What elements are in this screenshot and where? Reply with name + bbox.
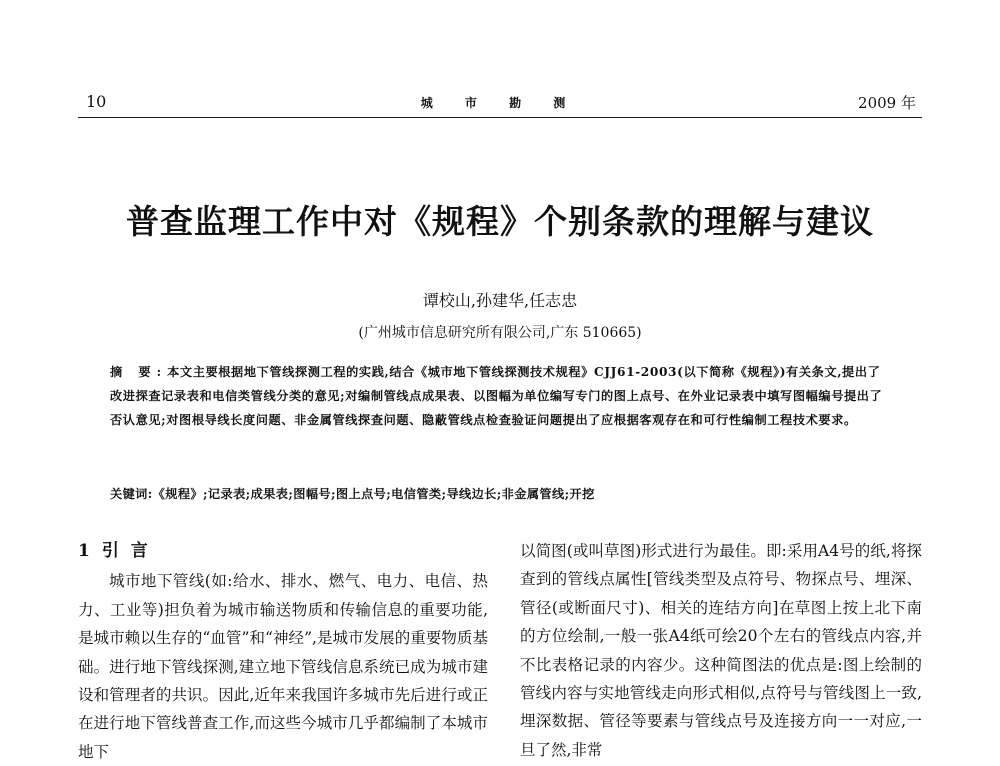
abstract bbox=[110, 360, 890, 432]
issue-year: 2009 年 bbox=[858, 94, 916, 112]
keywords-text: 《规程》;记录表;成果表;图幅号;图上点号;电信管类;导线边长;非金属管线;开挖 bbox=[152, 487, 595, 501]
abstract-label: 摘 要: bbox=[110, 365, 168, 379]
author-list: 谭校山,孙建华,任志忠 bbox=[422, 291, 578, 310]
section-number: 1 bbox=[78, 541, 90, 561]
keywords-label: 关键词: bbox=[110, 487, 153, 501]
page-number: 10 bbox=[86, 92, 107, 111]
body-column-left bbox=[78, 537, 488, 766]
section-heading bbox=[78, 537, 488, 565]
section-title: 引 言 bbox=[101, 541, 151, 561]
journal-name: 城 市 勘 测 bbox=[420, 96, 580, 110]
paragraph-right: 以简图(或叫草图)形式进行为最佳。即:采用A4号的纸,将探查到的管线点属性[管线类型及点符号、物探点号、埋深、管径(或断面尺寸)、相关的连结方向]在草图上按上北下南的方位绘制,一般一张A4纸可绘20个左右的管线点内容,并不比表格记录的内容少。这种简图法的优点是:图上绘制的管线内容与实地管线走向形式相似,点符号与管线图上一致,埋深数据、管径等要素与管线点号及连接方向一一对应,一旦了然,非常 bbox=[520, 542, 922, 759]
paragraph-left: 城市地下管线(如:给水、排水、燃气、电力、电信、热力、工业等)担负着为城市输送物质和传输信息的重要功能,是城市赖以生存的“血管”和“神经”,是城市发展的重要物质基础。进行地下管线探测,建立地下管线信息系统已成为城市建设和管理者的共识。因此,近年来我国许多城市先后进行或正在进行地下管线普查工作,而这些今城市几乎都编制了本城市地下 bbox=[78, 572, 488, 761]
affiliation: (广州城市信息研究所有限公司,广东 510665) bbox=[358, 325, 642, 341]
running-header bbox=[78, 92, 922, 118]
keywords bbox=[110, 484, 890, 504]
body-column-right bbox=[520, 537, 922, 764]
abstract-text: 本文主要根据地下管线探测工程的实践,结合《城市地下管线探测技术规程》CJJ61-2003(以下简称《规程》)有关条文,提出了改进探查记录表和电信类管线分类的意见;对编制管线点成果表、以图幅为单位编写专门的图上点号、在外业记录表中填写图幅编号提出了否认意见;对图根导线长度问题、非金属管线探查问题、隐蔽管线点检查验证问题提出了应根据客观存在和可行性编制工程技术要求。 bbox=[110, 365, 883, 427]
header-rule bbox=[78, 117, 922, 118]
article-title: 普查监理工作中对《规程》个别条款的理解与建议 bbox=[126, 202, 874, 241]
